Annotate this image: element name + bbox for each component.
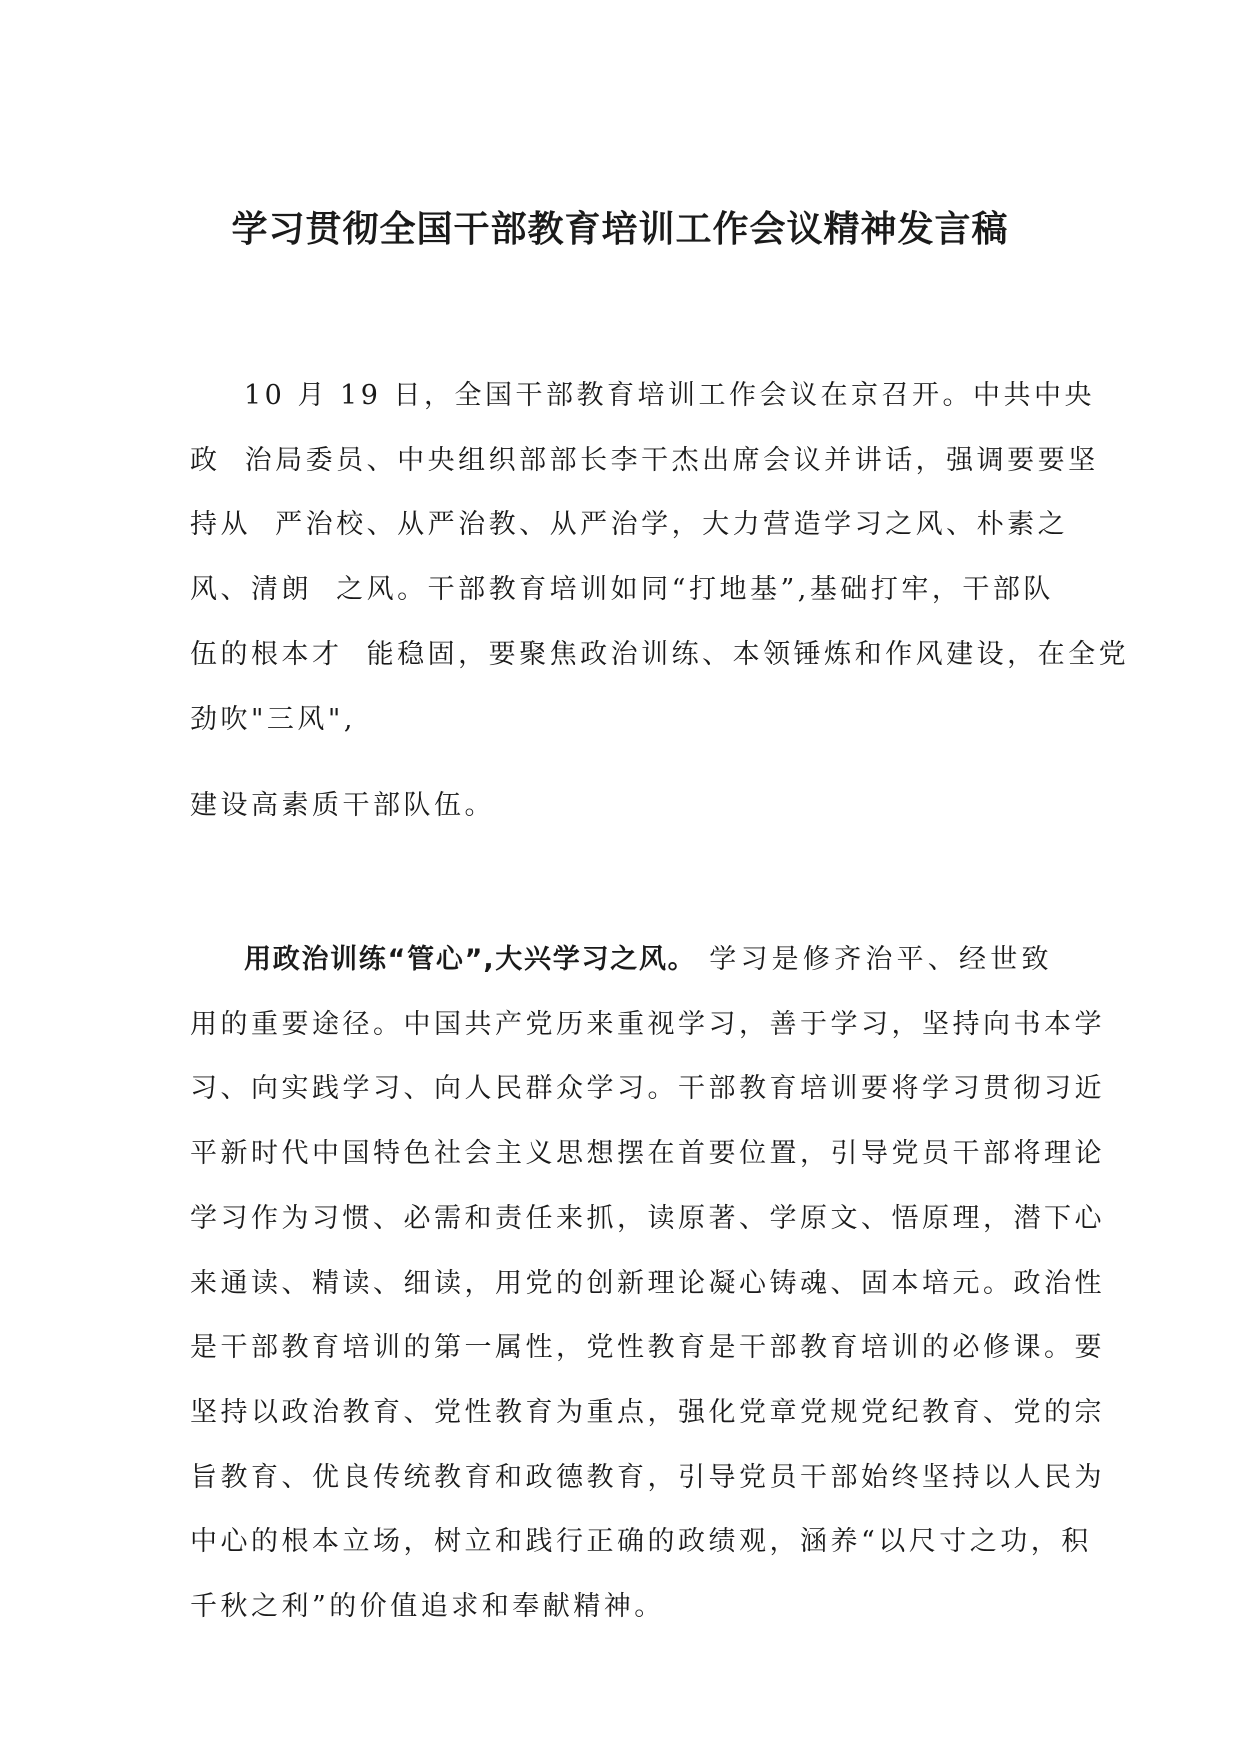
paragraph-section-1 [190,928,1105,1640]
paragraph-line: 是干部教育培训的第一属性，党性教育是干部教育培训的必修课。要 [190,1332,1105,1364]
paragraph-line: 劲吹"三风", [190,703,356,735]
section-heading: 用政治训练“管心”,大兴学习之风。 [244,944,697,975]
paragraph-line: 用的重要途径。中国共产党历来重视学习，善于学习，坚持向书本学 [190,1008,1105,1040]
paragraph-line: 政 治局委员、中央组织部部长李干杰出席会议并讲话，强调要要坚 [190,444,1099,476]
paragraph-line: 旨教育、优良传统教育和政德教育，引导党员干部始终坚持以人民为 [190,1461,1105,1493]
paragraph-line: 中心的根本立场，树立和践行正确的政绩观，涵养“以尺寸之功，积 [190,1526,1092,1558]
paragraph-line: 风、清朗 之风。干部教育培训如同“打地基”,基础打牢，干部队 [190,574,1054,606]
paragraph-line: 习、向实践学习、向人民群众学习。干部教育培训要将学习贯彻习近 [190,1073,1105,1105]
paragraph-line: 来通读、精读、细读，用党的创新理论凝心铸魂、固本培元。政治性 [190,1267,1105,1299]
paragraph-line: 学习作为习惯、必需和责任来抓，读原著、学原文、悟原理，潜下心 [190,1202,1105,1234]
paragraph-line: 持从 严治校、从严治教、从严治学，大力营造学习之风、朴素之 [190,509,1069,541]
paragraph-line: 坚持以政治教育、党性教育为重点，强化党章党规党纪教育、党的宗 [190,1396,1105,1428]
paragraph-line: 平新时代中国特色社会主义思想摆在首要位置，引导党员干部将理论 [190,1138,1105,1170]
paragraph-intro-tail [190,774,1052,839]
paragraph-line [190,928,1052,993]
paragraph-line: 建设高素质干部队伍。 [190,790,495,821]
paragraph-line: 千秋之利”的价值追求和奉献精神。 [190,1591,665,1623]
document-title: 学习贯彻全国干部教育培训工作会议精神发言稿 [231,209,1009,250]
paragraph-line: 伍的根本才 能稳固，要聚焦政治训练、本领锤炼和作风建设，在全党 [190,638,1130,670]
paragraph-text: 学习是修齐治平、经世致 [696,944,1052,975]
paragraph-line: 10 月 19 日，全国干部教育培训工作会议在京召开。中共中央 [244,380,1095,411]
paragraph-intro [190,364,1130,752]
